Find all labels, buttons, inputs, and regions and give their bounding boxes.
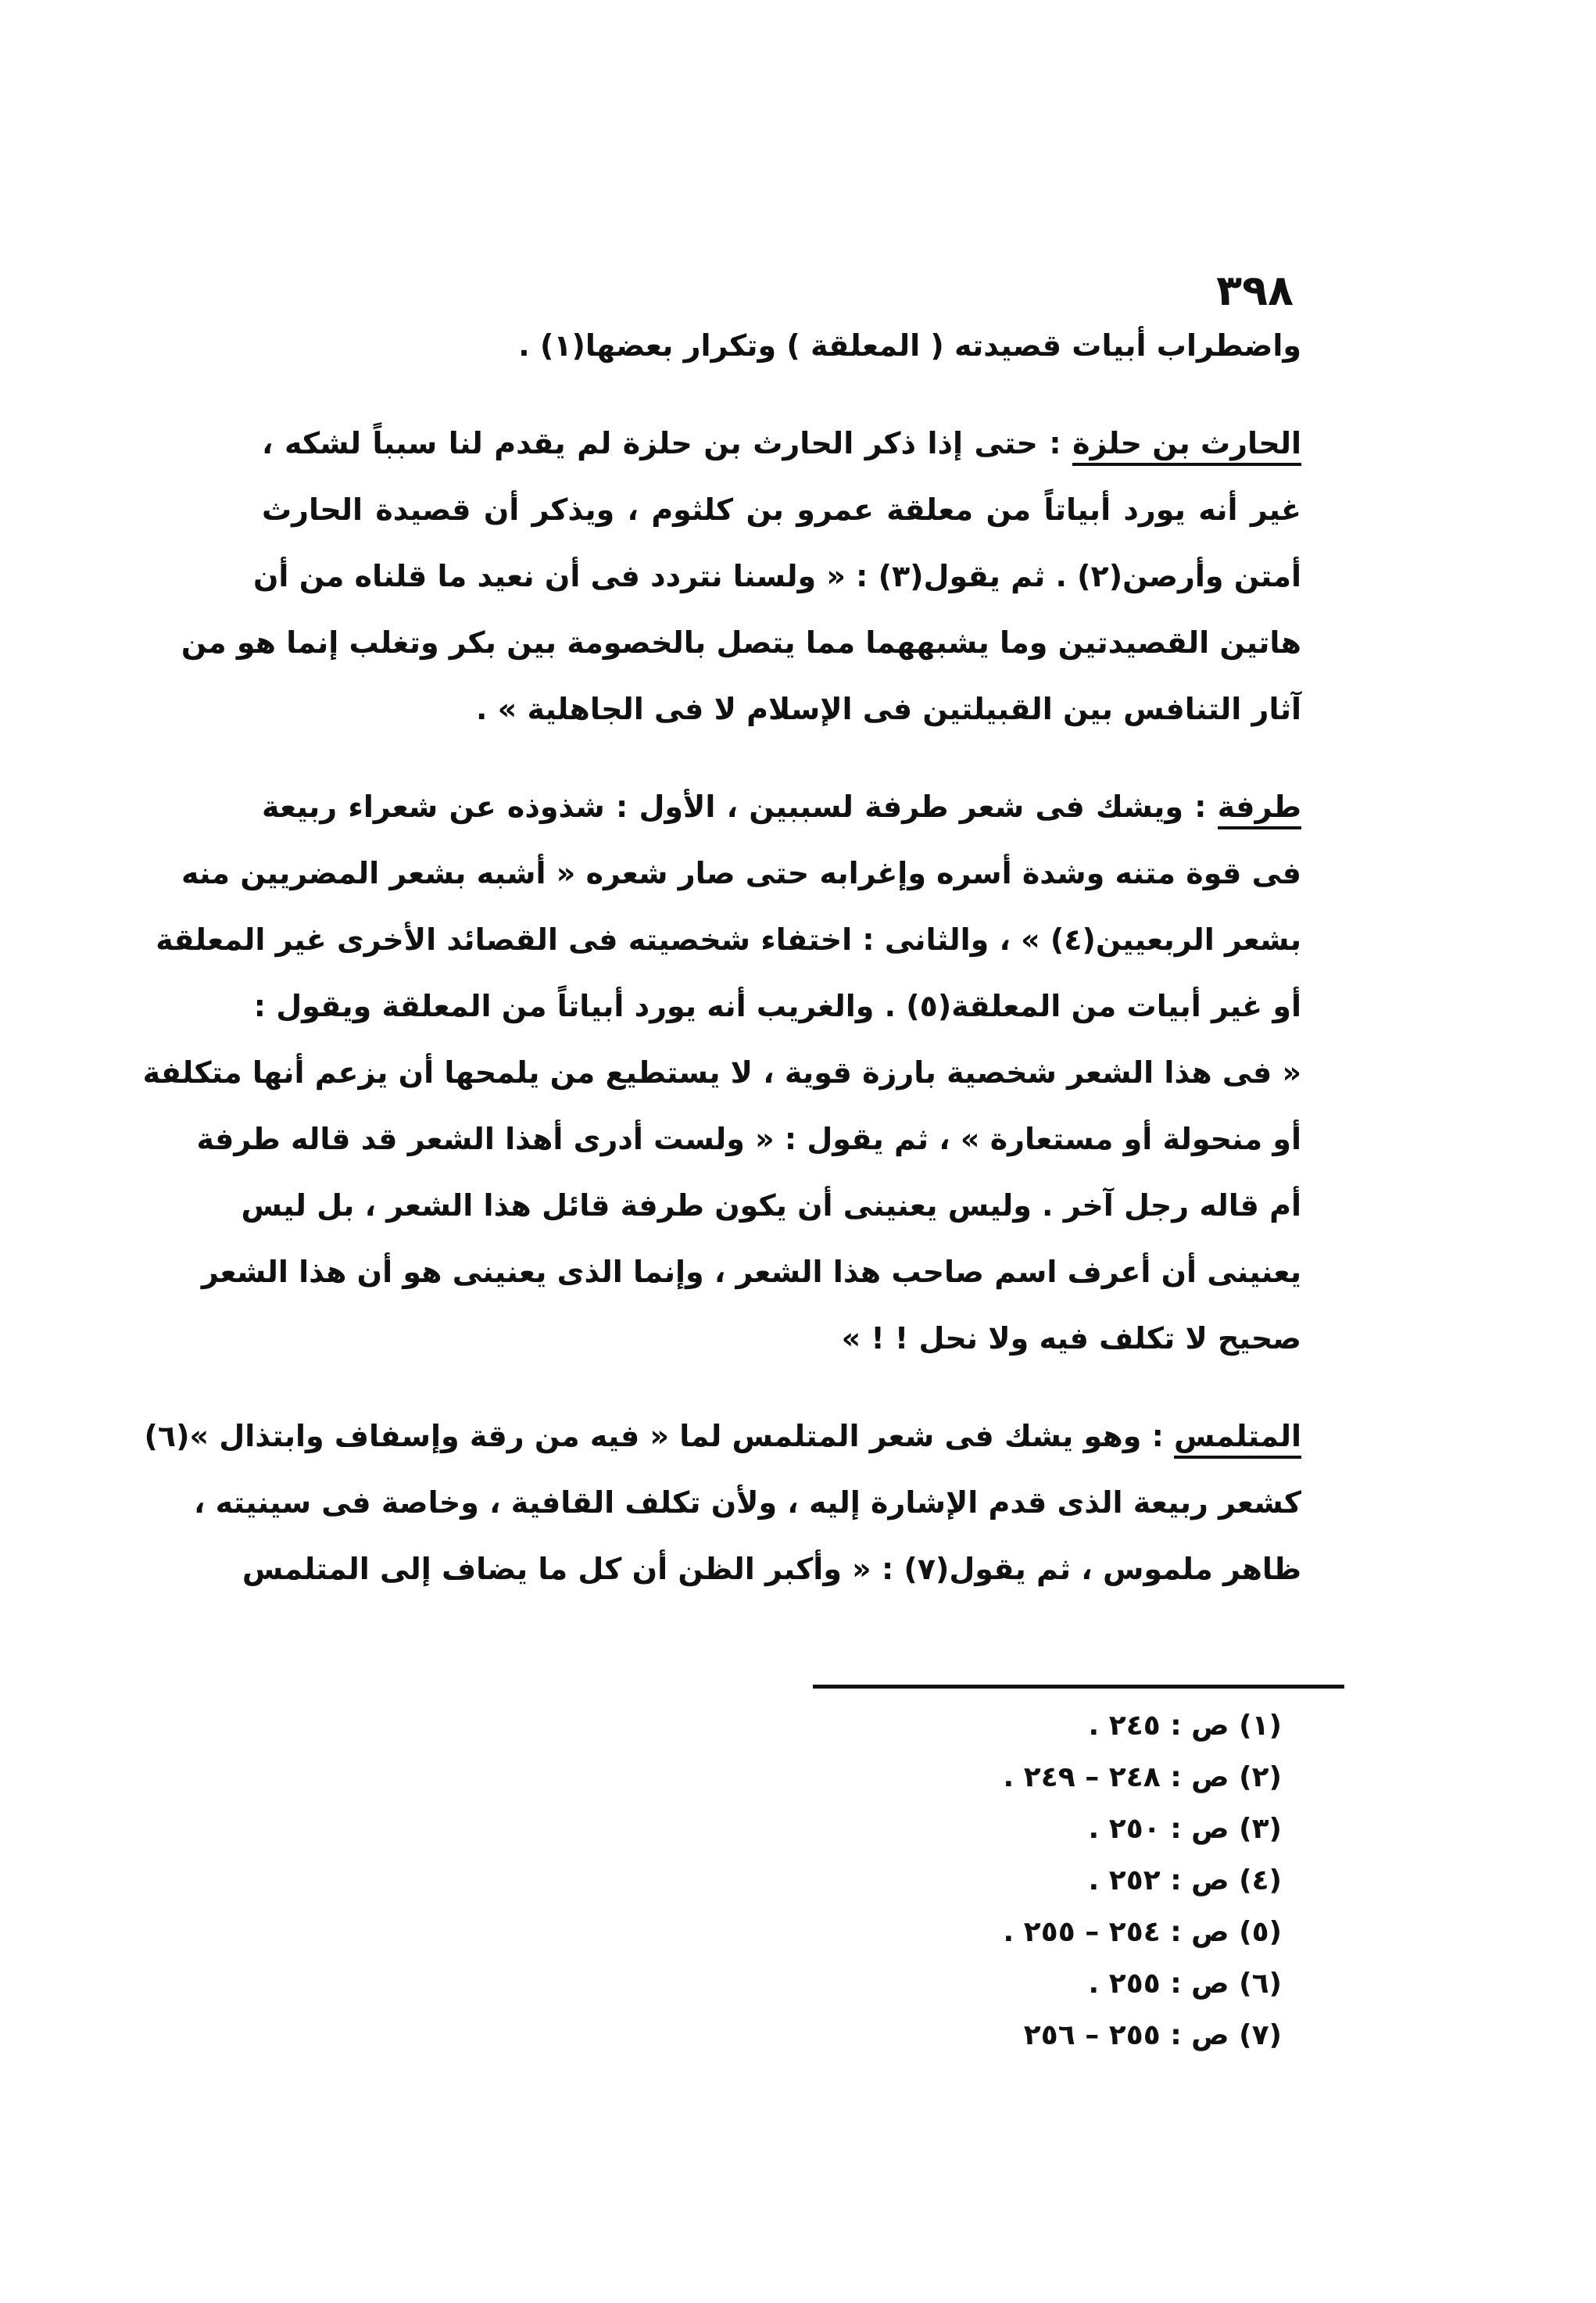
text-line — [262, 774, 1301, 840]
footnote-1: (١) ص : ٢٤٥ . — [1088, 1710, 1282, 1742]
text-line: كشعر ربيعة الذى قدم الإشارة إليه ، ولأن تكلف القافية ، وخاصة فى سينيته ، — [193, 1485, 1301, 1520]
footnote-7: (٧) ص : ٢٥٥ – ٢٥٦ — [1023, 2019, 1282, 2051]
footnote-6: (٦) ص : ٢٥٥ . — [1088, 1968, 1282, 2000]
text-line: أمتن وأرصن(٢) . ثم يقول(٣) : « ولسنا نتردد فى أن نعيد ما قلناه من أن — [253, 559, 1301, 593]
text-line: أو منحولة أو مستعارة » ، ثم يقول : « ولست أدرى أهذا الشعر قد قاله طرفة — [196, 1122, 1301, 1156]
text-line: بشعر الربعيين(٤) » ، والثانى : اختفاء شخصيته فى القصائد الأخرى غير المعلقة — [156, 922, 1301, 957]
paragraph-harith — [181, 410, 1301, 743]
text-line: أم قاله رجل آخر . وليس يعنينى أن يكون طرفة قائل هذا الشعر ، بل ليس — [241, 1188, 1301, 1223]
footnote-5: (٥) ص : ٢٥٤ – ٢٥٥ . — [1003, 1916, 1282, 1948]
page-number: ٣٩٨ — [1216, 266, 1294, 315]
text-fragment: : وهو يشك فى شعر المتلمس لما « فيه من رقة وإسفاف وابتذال »(٦) — [144, 1419, 1175, 1453]
text-fragment: : ويشك فى شعر طرفة لسببين ، الأول : شذوذه عن شعراء ربيعة — [262, 790, 1218, 824]
text-line: صحيح لا تكلف فيه ولا نحل ! ! » — [841, 1321, 1301, 1356]
text-line: آثار التنافس بين القبيلتين فى الإسلام لا فى الجاهلية » . — [476, 692, 1301, 726]
text-line: أو غير أبيات من المعلقة(٥) . والغريب أنه يورد أبياتاً من المعلقة ويقول : — [253, 989, 1301, 1023]
text-line: فى قوة متنه وشدة أسره وإغرابه حتى صار شعره « أشبه بشعر المضريين منه — [181, 856, 1301, 890]
section-heading-mutalammis: المتلمس — [1174, 1420, 1301, 1459]
text-fragment: : حتى إذا ذكر الحارث بن حلزة لم يقدم لنا سبباً لشكه ، — [262, 426, 1073, 460]
footnote-3: (٣) ص : ٢٥٠ . — [1088, 1813, 1282, 1845]
footnote-4: (٤) ص : ٢٥٢ . — [1088, 1864, 1282, 1896]
text-line: هاتين القصيدتين وما يشبههما مما يتصل بالخصومة بين بكر وتغلب إنما هو من — [181, 625, 1301, 660]
text-line: « فى هذا الشعر شخصية بارزة قوية ، لا يستطيع من يلمحها أن يزعم أنها متكلفة — [142, 1055, 1301, 1090]
text-line: يعنينى أن أعرف اسم صاحب هذا الشعر ، وإنما الذى يعنينى هو أن هذا الشعر — [201, 1255, 1301, 1289]
text-line — [262, 410, 1301, 477]
section-heading-harith: الحارث بن حلزة — [1072, 427, 1301, 466]
paragraph-tarafa — [142, 774, 1301, 1372]
paragraph-mutalammis — [144, 1403, 1301, 1603]
text-line — [144, 1403, 1301, 1470]
text-line: واضطراب أبيات قصيدته ( المعلقة ) وتكرار بعضها(١) . — [518, 328, 1301, 363]
paragraph-continuation — [262, 313, 1301, 379]
text-line: غير أنه يورد أبياتاً من معلقة عمرو بن كلثوم ، ويذكر أن قصيدة الحارث — [262, 492, 1301, 527]
footnote-divider — [813, 1685, 1344, 1689]
section-heading-tarafa: طرفة — [1218, 790, 1301, 829]
text-line: ظاهر ملموس ، ثم يقول(٧) : « وأكبر الظن أن كل ما يضاف إلى المتلمس — [242, 1552, 1301, 1586]
footnotes — [782, 1700, 1282, 2061]
footnote-2: (٢) ص : ٢٤٨ – ٢٤٩ . — [1003, 1761, 1282, 1793]
body-text — [142, 313, 1301, 1603]
